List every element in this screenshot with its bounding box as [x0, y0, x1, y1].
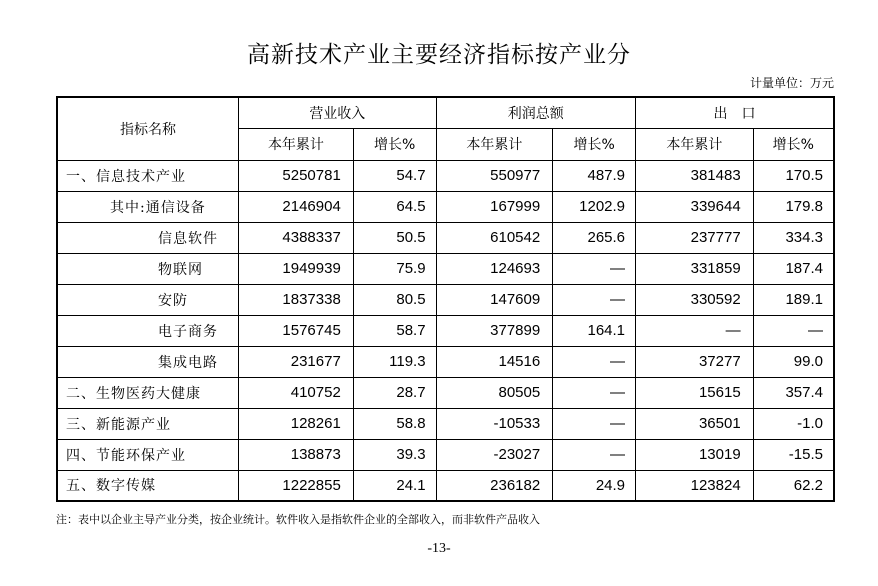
cell-profit-growth: — — [553, 284, 636, 315]
cell-profit-growth: 265.6 — [553, 222, 636, 253]
table-row — [57, 439, 834, 470]
header-export-cumulative: 本年累计 — [636, 128, 754, 160]
cell-profit-cumulative: 236182 — [436, 470, 553, 501]
cell-export-growth: 187.4 — [753, 253, 834, 284]
cell-export-growth: 99.0 — [753, 346, 834, 377]
cell-profit-cumulative: -23027 — [436, 439, 553, 470]
row-indicator-name: 集成电路 — [57, 346, 239, 377]
cell-revenue-cumulative: 1949939 — [239, 253, 354, 284]
row-indicator-name: 一、信息技术产业 — [57, 160, 239, 191]
row-indicator-name: 其中:通信设备 — [57, 191, 239, 222]
cell-export-cumulative: 37277 — [636, 346, 754, 377]
header-profit: 利润总额 — [436, 97, 635, 128]
row-indicator-name: 二、生物医药大健康 — [57, 377, 239, 408]
cell-export-growth: — — [753, 315, 834, 346]
row-indicator-name: 信息软件 — [57, 222, 239, 253]
cell-profit-growth: 1202.9 — [553, 191, 636, 222]
table-row — [57, 191, 834, 222]
cell-profit-growth: — — [553, 377, 636, 408]
cell-revenue-cumulative: 128261 — [239, 408, 354, 439]
unit-label: 计量单位：万元 — [749, 76, 834, 90]
cell-profit-cumulative: 14516 — [436, 346, 553, 377]
header-revenue-growth: 增长% — [353, 128, 436, 160]
cell-profit-growth: 24.9 — [553, 470, 636, 501]
cell-export-growth: 334.3 — [753, 222, 834, 253]
table-row — [57, 284, 834, 315]
cell-profit-cumulative: 610542 — [436, 222, 553, 253]
row-indicator-name: 五、数字传媒 — [57, 470, 239, 501]
cell-profit-growth: — — [553, 253, 636, 284]
table-row — [57, 315, 834, 346]
document-title: 高新技术产业主要经济指标按产业分 — [247, 42, 631, 68]
cell-revenue-growth: 75.9 — [353, 253, 436, 284]
cell-revenue-growth: 28.7 — [353, 377, 436, 408]
cell-revenue-cumulative: 138873 — [239, 439, 354, 470]
cell-revenue-cumulative: 1222855 — [239, 470, 354, 501]
cell-profit-cumulative: 550977 — [436, 160, 553, 191]
cell-export-growth: -15.5 — [753, 439, 834, 470]
header-revenue: 营业收入 — [239, 97, 436, 128]
cell-export-cumulative: 339644 — [636, 191, 754, 222]
cell-profit-growth: — — [553, 346, 636, 377]
cell-export-cumulative: 330592 — [636, 284, 754, 315]
cell-revenue-cumulative: 1576745 — [239, 315, 354, 346]
cell-export-cumulative: 237777 — [636, 222, 754, 253]
header-export-growth: 增长% — [753, 128, 834, 160]
cell-revenue-cumulative: 4388337 — [239, 222, 354, 253]
footnote: 注：表中以企业主导产业分类，按企业统计。软件收入是指软件企业的全部收入，而非软件产品收入 — [56, 513, 540, 526]
table-row — [57, 470, 834, 501]
header-row-groups — [57, 97, 834, 128]
row-indicator-name: 电子商务 — [57, 315, 239, 346]
cell-revenue-cumulative: 410752 — [239, 377, 354, 408]
cell-profit-cumulative: 124693 — [436, 253, 553, 284]
cell-profit-growth: 487.9 — [553, 160, 636, 191]
cell-revenue-growth: 64.5 — [353, 191, 436, 222]
cell-export-growth: 170.5 — [753, 160, 834, 191]
cell-export-cumulative: 381483 — [636, 160, 754, 191]
header-revenue-cumulative: 本年累计 — [239, 128, 354, 160]
cell-export-cumulative: 15615 — [636, 377, 754, 408]
table-row — [57, 377, 834, 408]
cell-profit-cumulative: 147609 — [436, 284, 553, 315]
cell-revenue-growth: 58.8 — [353, 408, 436, 439]
cell-revenue-growth: 58.7 — [353, 315, 436, 346]
cell-profit-cumulative: 80505 — [436, 377, 553, 408]
cell-profit-growth: 164.1 — [553, 315, 636, 346]
cell-profit-cumulative: -10533 — [436, 408, 553, 439]
table-row — [57, 408, 834, 439]
cell-revenue-growth: 39.3 — [353, 439, 436, 470]
cell-profit-cumulative: 167999 — [436, 191, 553, 222]
cell-revenue-growth: 80.5 — [353, 284, 436, 315]
cell-export-growth: 179.8 — [753, 191, 834, 222]
table-row — [57, 222, 834, 253]
cell-export-cumulative: 13019 — [636, 439, 754, 470]
table-row — [57, 253, 834, 284]
cell-profit-growth: — — [553, 408, 636, 439]
cell-export-growth: 62.2 — [753, 470, 834, 501]
header-profit-growth: 增长% — [553, 128, 636, 160]
cell-revenue-growth: 50.5 — [353, 222, 436, 253]
row-indicator-name: 三、新能源产业 — [57, 408, 239, 439]
cell-revenue-growth: 54.7 — [353, 160, 436, 191]
cell-revenue-cumulative: 2146904 — [239, 191, 354, 222]
table-row — [57, 346, 834, 377]
cell-export-cumulative: — — [636, 315, 754, 346]
row-indicator-name: 安防 — [57, 284, 239, 315]
cell-profit-growth: — — [553, 439, 636, 470]
cell-revenue-cumulative: 1837338 — [239, 284, 354, 315]
cell-export-cumulative: 123824 — [636, 470, 754, 501]
cell-export-growth: 189.1 — [753, 284, 834, 315]
cell-export-cumulative: 331859 — [636, 253, 754, 284]
header-export: 出 口 — [636, 97, 834, 128]
header-indicator-name: 指标名称 — [57, 97, 239, 160]
cell-export-growth: -1.0 — [753, 408, 834, 439]
cell-profit-cumulative: 377899 — [436, 315, 553, 346]
table-row — [57, 160, 834, 191]
header-profit-cumulative: 本年累计 — [436, 128, 553, 160]
cell-revenue-growth: 119.3 — [353, 346, 436, 377]
indicators-table — [56, 96, 835, 502]
page-number: -13- — [427, 541, 451, 556]
cell-revenue-cumulative: 5250781 — [239, 160, 354, 191]
cell-export-growth: 357.4 — [753, 377, 834, 408]
cell-revenue-cumulative: 231677 — [239, 346, 354, 377]
cell-revenue-growth: 24.1 — [353, 470, 436, 501]
cell-export-cumulative: 36501 — [636, 408, 754, 439]
row-indicator-name: 四、节能环保产业 — [57, 439, 239, 470]
row-indicator-name: 物联网 — [57, 253, 239, 284]
